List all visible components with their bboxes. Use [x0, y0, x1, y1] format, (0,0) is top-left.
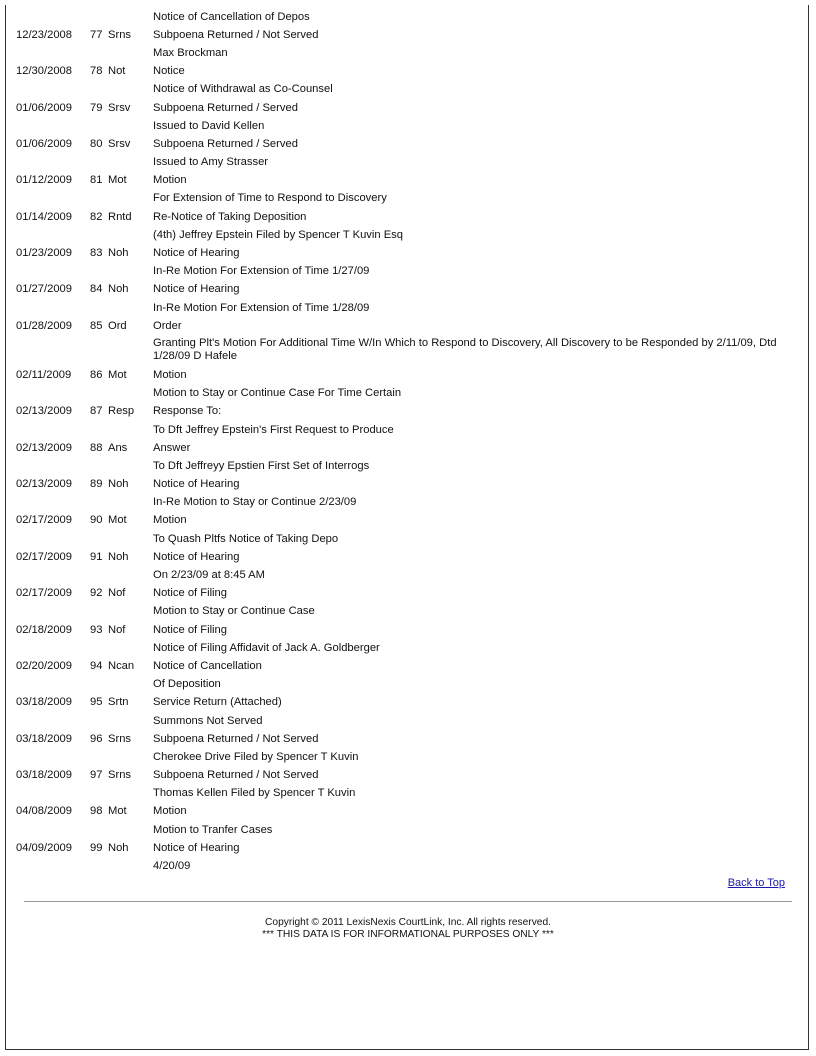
entry-description: Motion	[153, 368, 187, 381]
disclaimer-text: *** THIS DATA IS FOR INFORMATIONAL PURPOSES ONLY ***	[262, 929, 554, 940]
entry-code: Mot	[108, 805, 127, 818]
docket-row	[16, 839, 796, 857]
entry-description: Thomas Kellen Filed by Spencer T Kuvin	[153, 787, 356, 800]
entry-number: 83	[90, 247, 103, 260]
entry-code: Nof	[108, 587, 126, 600]
entry-description: 4/20/09	[153, 860, 191, 873]
entry-description: To Quash Pltfs Notice of Taking Depo	[153, 532, 339, 545]
entry-number: 78	[90, 65, 103, 78]
entry-code: Mot	[108, 368, 127, 381]
docket-row	[16, 421, 796, 439]
entry-date: 02/18/2009	[16, 623, 72, 636]
entry-code: Noh	[108, 550, 129, 563]
entry-description: Subpoena Returned / Served	[153, 101, 298, 114]
docket-row	[16, 603, 796, 621]
entry-code: Srsv	[108, 101, 131, 114]
entry-description: Motion	[153, 805, 187, 818]
docket-row	[16, 694, 796, 712]
entry-code: Mot	[108, 174, 127, 187]
entry-number: 99	[90, 841, 103, 854]
entry-description: Issued to Amy Strasser	[153, 156, 269, 169]
docket-row	[16, 476, 796, 494]
entry-code: Srns	[108, 28, 132, 41]
entry-number: 97	[90, 769, 103, 782]
entry-code: Srns	[108, 769, 132, 782]
docket-row	[16, 548, 796, 566]
docket-row	[16, 226, 796, 244]
entry-date: 01/28/2009	[16, 319, 72, 332]
entry-number: 91	[90, 550, 103, 563]
entry-description: For Extension of Time to Respond to Discovery	[153, 192, 387, 205]
docket-row	[16, 44, 796, 62]
entry-number: 82	[90, 210, 103, 223]
entry-description: Response To:	[153, 405, 222, 418]
entry-code: Noh	[108, 478, 129, 491]
entry-description: Subpoena Returned / Served	[153, 137, 298, 150]
docket-row	[16, 281, 796, 299]
entry-number: 93	[90, 623, 103, 636]
entry-description: Notice of Filing	[153, 623, 227, 636]
entry-date: 03/18/2009	[16, 732, 72, 745]
docket-row	[16, 530, 796, 548]
docket-row	[16, 385, 796, 403]
docket-table	[16, 8, 796, 876]
back-to-top-link[interactable]: Back to Top	[727, 877, 785, 889]
entry-description: In-Re Motion to Stay or Continue 2/23/09	[153, 496, 357, 509]
docket-row	[16, 748, 796, 766]
entry-number: 88	[90, 441, 103, 454]
entry-description: Of Deposition	[153, 678, 221, 691]
docket-row	[16, 785, 796, 803]
entry-date: 02/17/2009	[16, 587, 72, 600]
docket-row	[16, 639, 796, 657]
entry-code: Noh	[108, 841, 129, 854]
entry-number: 79	[90, 101, 103, 114]
docket-row	[16, 494, 796, 512]
docket-row	[16, 8, 796, 26]
entry-description: Motion	[153, 514, 187, 527]
entry-number: 92	[90, 587, 103, 600]
docket-row	[16, 172, 796, 190]
entry-number: 98	[90, 805, 103, 818]
copyright-text: Copyright © 2011 LexisNexis CourtLink, Inc. All rights reserved.	[265, 917, 551, 928]
entry-description: Notice	[153, 65, 185, 78]
docket-page	[5, 5, 809, 1050]
docket-row	[16, 26, 796, 44]
docket-row	[16, 585, 796, 603]
docket-row	[16, 244, 796, 262]
entry-number: 89	[90, 478, 103, 491]
entry-description: (4th) Jeffrey Epstein Filed by Spencer T Kuvin Esq	[153, 228, 403, 241]
docket-row	[16, 366, 796, 384]
entry-description: Notice of Cancellation of Depos	[153, 10, 310, 23]
docket-row	[16, 730, 796, 748]
entry-number: 95	[90, 696, 103, 709]
entry-date: 01/23/2009	[16, 247, 72, 260]
entry-description: Subpoena Returned / Not Served	[153, 28, 319, 41]
docket-row	[16, 63, 796, 81]
docket-row	[16, 857, 796, 875]
entry-code: Resp	[108, 405, 135, 418]
docket-row	[16, 821, 796, 839]
entry-date: 01/12/2009	[16, 174, 72, 187]
docket-row	[16, 439, 796, 457]
entry-code: Srsv	[108, 137, 131, 150]
docket-row	[16, 335, 796, 366]
entry-number: 87	[90, 405, 103, 418]
entry-code: Rntd	[108, 210, 132, 223]
entry-description: Notice of Cancellation	[153, 659, 262, 672]
entry-description: Motion	[153, 174, 187, 187]
docket-row	[16, 135, 796, 153]
entry-number: 85	[90, 319, 103, 332]
entry-description: Motion to Tranfer Cases	[153, 823, 273, 836]
docket-row	[16, 457, 796, 475]
docket-row	[16, 190, 796, 208]
entry-date: 01/06/2009	[16, 101, 72, 114]
entry-description: Order	[153, 319, 182, 332]
docket-row	[16, 512, 796, 530]
entry-date: 03/18/2009	[16, 696, 72, 709]
entry-number: 84	[90, 283, 103, 296]
entry-number: 81	[90, 174, 103, 187]
entry-date: 01/06/2009	[16, 137, 72, 150]
entry-description: Notice of Filing	[153, 587, 227, 600]
docket-row	[16, 299, 796, 317]
entry-description: Service Return (Attached)	[153, 696, 282, 709]
docket-row	[16, 263, 796, 281]
entry-description: Notice of Hearing	[153, 841, 240, 854]
entry-description: In-Re Motion For Extension of Time 1/28/09	[153, 301, 370, 314]
entry-number: 77	[90, 28, 103, 41]
entry-date: 01/27/2009	[16, 283, 72, 296]
entry-date: 04/08/2009	[16, 805, 72, 818]
entry-description: Notice of Hearing	[153, 478, 240, 491]
entry-date: 02/17/2009	[16, 550, 72, 563]
docket-row	[16, 803, 796, 821]
docket-row	[16, 208, 796, 226]
entry-description: Granting Plt's Motion For Additional Time W/In Which to Respond to Discovery, All Discovery to be Responded by 2/11/09, Dtd 1/28/09 D Hafele	[153, 337, 777, 363]
entry-code: Not	[108, 65, 126, 78]
entry-code: Srtn	[108, 696, 129, 709]
entry-description: Max Brockman	[153, 46, 228, 59]
entry-description: In-Re Motion For Extension of Time 1/27/09	[153, 265, 370, 278]
entry-date: 12/30/2008	[16, 65, 72, 78]
entry-date: 02/13/2009	[16, 405, 72, 418]
entry-number: 96	[90, 732, 103, 745]
docket-row	[16, 712, 796, 730]
entry-code: Srns	[108, 732, 132, 745]
entry-date: 02/20/2009	[16, 659, 72, 672]
entry-code: Noh	[108, 283, 129, 296]
docket-row	[16, 676, 796, 694]
entry-code: Mot	[108, 514, 127, 527]
docket-row	[16, 566, 796, 584]
entry-date: 03/18/2009	[16, 769, 72, 782]
entry-date: 02/13/2009	[16, 441, 72, 454]
entry-description: To Dft Jeffreyy Epstien First Set of Interrogs	[153, 459, 370, 472]
entry-code: Noh	[108, 247, 129, 260]
entry-description: Motion to Stay or Continue Case For Time Certain	[153, 387, 402, 400]
entry-number: 80	[90, 137, 103, 150]
entry-code: Ncan	[108, 659, 135, 672]
entry-description: Issued to David Kellen	[153, 119, 265, 132]
entry-code: Ans	[108, 441, 128, 454]
entry-number: 94	[90, 659, 103, 672]
footer-divider	[24, 901, 792, 902]
entry-date: 04/09/2009	[16, 841, 72, 854]
entry-description: Re-Notice of Taking Deposition	[153, 210, 307, 223]
docket-row	[16, 117, 796, 135]
entry-description: On 2/23/09 at 8:45 AM	[153, 569, 265, 582]
entry-code: Ord	[108, 319, 127, 332]
entry-date: 02/13/2009	[16, 478, 72, 491]
docket-row	[16, 81, 796, 99]
entry-description: Notice of Hearing	[153, 283, 240, 296]
entry-description: Answer	[153, 441, 191, 454]
entry-date: 12/23/2008	[16, 28, 72, 41]
entry-description: Notice of Filing Affidavit of Jack A. Goldberger	[153, 641, 380, 654]
entry-date: 01/14/2009	[16, 210, 72, 223]
entry-description: Cherokee Drive Filed by Spencer T Kuvin	[153, 750, 359, 763]
entry-date: 02/11/2009	[16, 368, 72, 381]
docket-row	[16, 657, 796, 675]
docket-row	[16, 154, 796, 172]
entry-description: Notice of Hearing	[153, 247, 240, 260]
docket-row	[16, 767, 796, 785]
entry-description: Summons Not Served	[153, 714, 263, 727]
entry-code: Nof	[108, 623, 126, 636]
entry-description: Notice of Hearing	[153, 550, 240, 563]
entry-description: Notice of Withdrawal as Co-Counsel	[153, 83, 333, 96]
docket-row	[16, 621, 796, 639]
footer	[6, 917, 810, 941]
entry-description: To Dft Jeffrey Epstein's First Request to Produce	[153, 423, 394, 436]
entry-description: Motion to Stay or Continue Case	[153, 605, 315, 618]
entry-description: Subpoena Returned / Not Served	[153, 732, 319, 745]
docket-row	[16, 403, 796, 421]
entry-description: Subpoena Returned / Not Served	[153, 769, 319, 782]
entry-number: 90	[90, 514, 103, 527]
entry-number: 86	[90, 368, 103, 381]
docket-row	[16, 317, 796, 335]
docket-row	[16, 99, 796, 117]
entry-date: 02/17/2009	[16, 514, 72, 527]
